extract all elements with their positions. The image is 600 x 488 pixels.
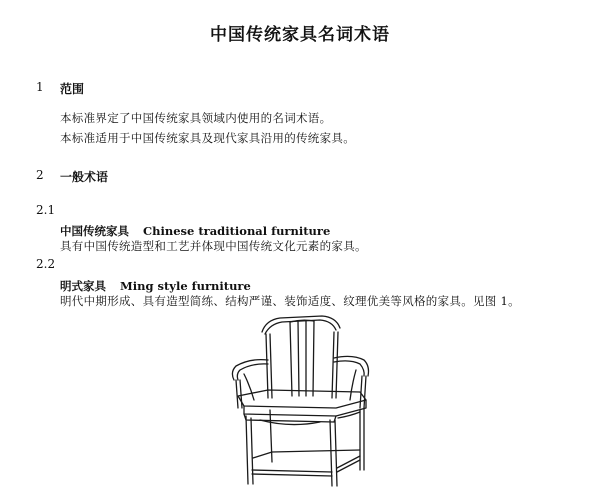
term-definition: 具有中国传统造型和工艺并体现中国传统文化元素的家具。 [60, 239, 367, 253]
term-heading [60, 220, 330, 239]
document-title: 中国传统家具名词术语 [210, 25, 390, 45]
term-heading [60, 275, 251, 294]
term-definition: 明代中期形成、具有造型简练、结构严谨、装饰适度、纹理优美等风格的家具。见图 1。 [60, 294, 520, 308]
section-number: 1 [36, 80, 44, 94]
term-name-en: Ming style furniture [120, 279, 251, 293]
scope-paragraph-1: 本标准界定了中国传统家具领域内使用的名词术语。 [60, 111, 332, 125]
term-number: 2.2 [36, 257, 56, 271]
section-heading: 一般术语 [60, 170, 109, 184]
section-heading: 范围 [60, 82, 85, 96]
term-name-zh: 明式家具 [60, 279, 106, 293]
ming-armchair-line-drawing-icon [210, 300, 390, 488]
section-number: 2 [36, 168, 44, 182]
term-name-zh: 中国传统家具 [60, 224, 129, 238]
scope-paragraph-2: 本标准适用于中国传统家具及现代家具沿用的传统家具。 [60, 131, 355, 145]
term-number: 2.1 [36, 203, 56, 217]
term-name-en: Chinese traditional furniture [143, 224, 331, 238]
